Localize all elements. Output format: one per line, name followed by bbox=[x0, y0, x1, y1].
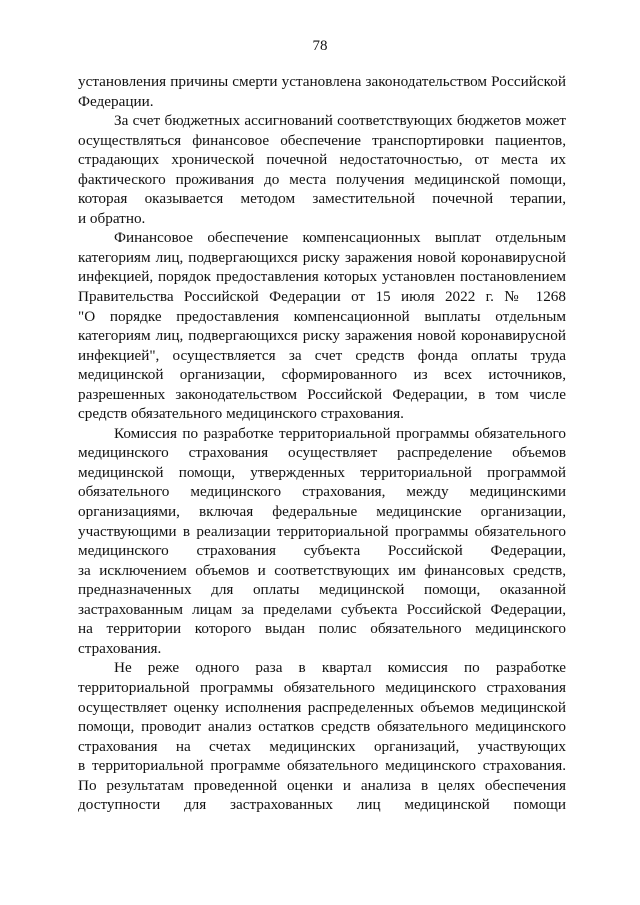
text-line: инфекцией, порядок предоставления которых установлен постановлением bbox=[78, 268, 566, 286]
text-line: осуществляет оценку исполнения распределенных объемов медицинской bbox=[78, 698, 566, 716]
text-line: медицинской организации, сформированного из всех источников, bbox=[78, 366, 566, 384]
text-line: фактического проживания до места получения медицинской помощи, bbox=[78, 170, 566, 188]
text-line: осуществляться финансовое обеспечение транспортировки пациентов, bbox=[78, 131, 566, 149]
text-line: медицинской помощи, утвержденных территориальной программой bbox=[78, 463, 566, 481]
text-line: помощи, проводит анализ остатков средств обязательного медицинского bbox=[78, 718, 566, 736]
document-body bbox=[78, 72, 566, 815]
text-line: территориальной программы обязательного медицинского страхования bbox=[78, 678, 566, 696]
paragraph bbox=[78, 72, 566, 111]
text-line: обязательного медицинского страхования, между медицинскими bbox=[78, 483, 566, 501]
text-line: Правительства Российской Федерации от 15 июля 2022 г. № 1268 bbox=[78, 288, 566, 306]
text-line: Комиссия по разработке территориальной программы обязательного bbox=[114, 424, 566, 442]
paragraph bbox=[78, 424, 566, 659]
page-number: 78 bbox=[312, 38, 328, 54]
text-line: Федерации. bbox=[78, 92, 154, 110]
text-line: страдающих хронической почечной недостаточностью, от места их bbox=[78, 151, 566, 169]
text-line: на территории которого выдан полис обязательного медицинского bbox=[78, 620, 566, 638]
text-line: категориям лиц, подвергающихся риску заражения новой коронавирусной bbox=[78, 327, 566, 345]
text-line: предназначенных для оплаты медицинской помощи, оказанной bbox=[78, 581, 566, 599]
text-line: установления причины смерти установлена законодательством Российской bbox=[78, 73, 566, 90]
text-line: доступности для застрахованных лиц медицинской помощи bbox=[78, 796, 566, 814]
text-line: Не реже одного раза в квартал комиссия по разработке bbox=[114, 659, 566, 677]
text-line: "О порядке предоставления компенсационной выплаты отдельным bbox=[78, 307, 566, 325]
paragraph bbox=[78, 111, 566, 228]
text-line: и обратно. bbox=[78, 209, 146, 227]
text-line: инфекцией", осуществляется за счет средств фонда оплаты труда bbox=[78, 346, 566, 364]
text-line: Финансовое обеспечение компенсационных выплат отдельным bbox=[114, 229, 566, 247]
text-line: которая оказывается методом заместительной почечной терапии, bbox=[78, 190, 566, 208]
text-line: застрахованным лицам за пределами субъекта Российской Федерации, bbox=[78, 600, 566, 618]
text-line: разрешенных законодательством Российской Федерации, в том числе bbox=[78, 385, 566, 403]
text-line: в территориальной программе обязательного медицинского страхования. bbox=[78, 757, 566, 775]
text-line: средств обязательного медицинского страхования. bbox=[78, 405, 404, 423]
paragraph bbox=[78, 228, 566, 423]
text-line: категориям лиц, подвергающихся риску заражения новой коронавирусной bbox=[78, 248, 566, 266]
text-line: медицинского страхования субъекта Российской Федерации, bbox=[78, 542, 566, 560]
text-line: за исключением объемов и соответствующих им финансовых средств, bbox=[78, 561, 566, 579]
text-line: организациями, включая федеральные медицинские организации, bbox=[78, 503, 566, 521]
text-line: страхования на счетах медицинских организаций, участвующих bbox=[78, 737, 566, 755]
text-line: страхования. bbox=[78, 639, 162, 657]
text-line: По результатам проведенной оценки и анализа в целях обеспечения bbox=[78, 776, 566, 794]
text-line: участвующими в реализации территориальной программы обязательного bbox=[78, 522, 566, 540]
text-line: За счет бюджетных ассигнований соответствующих бюджетов может bbox=[114, 112, 566, 130]
paragraph bbox=[78, 658, 566, 814]
text-line: медицинского страхования осуществляет распределение объемов bbox=[78, 444, 566, 462]
